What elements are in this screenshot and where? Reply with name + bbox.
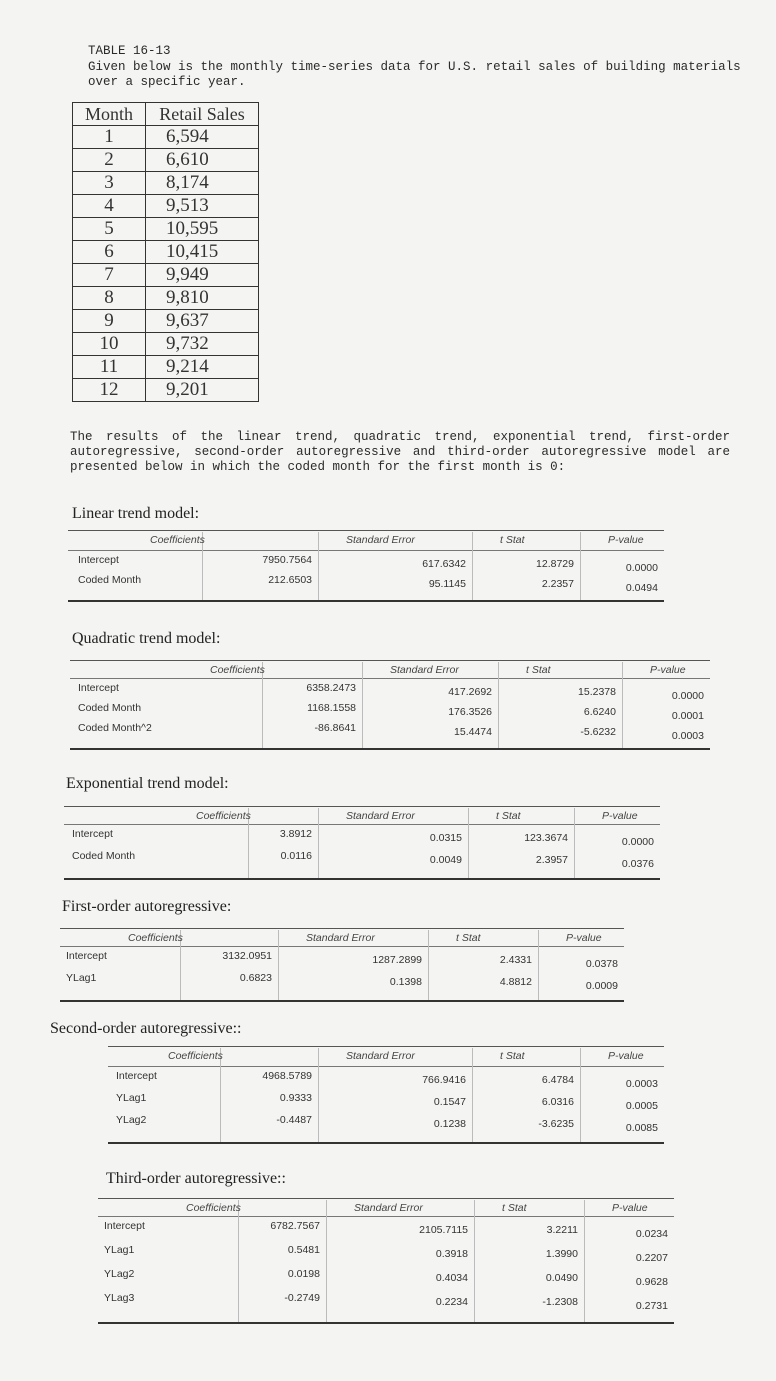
value-cell: 0.6823: [239, 972, 272, 984]
value-cell: 6.4784: [541, 1074, 574, 1086]
column-header: Standard Error: [306, 932, 375, 944]
month-cell: 5: [73, 218, 146, 241]
column-divider: [584, 1200, 585, 1322]
column-divider: [574, 808, 575, 878]
column-header: Standard Error: [346, 810, 415, 822]
sales-row: [73, 356, 259, 379]
table-title: TABLE 16-13: [88, 44, 171, 58]
second-order-ar-model-title: Second-order autoregressive::: [50, 1020, 242, 1037]
value-cell: 6358.2473: [306, 682, 356, 694]
value-cell: -5.6232: [580, 726, 616, 738]
table-top-rule: [64, 806, 660, 807]
linear-regression-table: [68, 530, 664, 602]
sales-row: [73, 287, 259, 310]
linear-model-title: Linear trend model:: [72, 505, 200, 522]
table-top-rule: [68, 530, 664, 531]
value-cell: -3.6235: [538, 1118, 574, 1130]
table-bottom-rule: [108, 1142, 664, 1144]
value-cell: 2.4331: [499, 954, 532, 966]
value-cell: 0.0494: [625, 582, 658, 594]
value-cell: 617.6342: [422, 558, 466, 570]
column-header: Standard Error: [354, 1202, 423, 1214]
column-header: Coefficients: [168, 1050, 223, 1062]
row-label: Intercept: [78, 554, 119, 566]
month-cell: 1: [73, 126, 146, 149]
column-divider: [318, 532, 319, 600]
value-cell: 0.0198: [287, 1268, 320, 1280]
value-cell: 0.3918: [435, 1248, 468, 1260]
column-divider: [318, 808, 319, 878]
column-header: t Stat: [496, 810, 521, 822]
value-cell: 0.0000: [671, 690, 704, 702]
value-cell: 15.2378: [578, 686, 616, 698]
sales-value-cell: 9,810: [146, 287, 259, 310]
value-cell: 0.0376: [621, 858, 654, 870]
table-bottom-rule: [64, 878, 660, 880]
value-cell: 95.1145: [428, 578, 466, 590]
sales-value-cell: 9,214: [146, 356, 259, 379]
sales-row: [73, 172, 259, 195]
value-cell: 123.3674: [524, 832, 568, 844]
column-header: Coefficients: [128, 932, 183, 944]
column-divider: [468, 808, 469, 878]
quadratic-regression-table: [70, 660, 710, 750]
column-divider: [238, 1200, 239, 1322]
value-cell: 766.9416: [422, 1074, 466, 1086]
value-cell: 0.0490: [545, 1272, 578, 1284]
row-label: Intercept: [116, 1070, 157, 1082]
value-cell: 176.3526: [448, 706, 492, 718]
value-cell: 0.0009: [585, 980, 618, 992]
value-cell: 0.2234: [435, 1296, 468, 1308]
column-divider: [538, 930, 539, 1000]
value-cell: 0.4034: [435, 1272, 468, 1284]
month-cell: 2: [73, 149, 146, 172]
table-bottom-rule: [98, 1322, 674, 1324]
second-order-ar-regression-table: [108, 1046, 664, 1144]
sales-row: [73, 149, 259, 172]
value-cell: 0.9333: [279, 1092, 312, 1104]
sales-value-cell: 9,637: [146, 310, 259, 333]
column-divider: [362, 662, 363, 748]
column-divider: [472, 1048, 473, 1142]
table-top-rule: [60, 928, 624, 929]
value-cell: 2.3957: [535, 854, 568, 866]
value-cell: 6.6240: [583, 706, 616, 718]
value-cell: 0.0085: [625, 1122, 658, 1134]
column-divider: [318, 1048, 319, 1142]
value-cell: 0.1238: [433, 1118, 466, 1130]
table-bottom-rule: [60, 1000, 624, 1002]
value-cell: 0.0116: [280, 850, 312, 862]
row-label: Intercept: [104, 1220, 145, 1232]
column-divider: [278, 930, 279, 1000]
month-cell: 12: [73, 379, 146, 402]
value-cell: 2105.7115: [419, 1224, 468, 1236]
value-cell: -86.8641: [314, 722, 356, 734]
value-cell: 0.0000: [621, 836, 654, 848]
table-top-rule: [98, 1198, 674, 1199]
sales-value-cell: 9,513: [146, 195, 259, 218]
sales-row: [73, 264, 259, 287]
column-header: t Stat: [502, 1202, 527, 1214]
sales-row: [73, 126, 259, 149]
column-header: P-value: [602, 810, 638, 822]
value-cell: 12.8729: [536, 558, 574, 570]
sales-value-cell: 8,174: [146, 172, 259, 195]
value-cell: -0.2749: [284, 1292, 320, 1304]
value-cell: 0.2731: [635, 1300, 668, 1312]
month-header: Month: [73, 103, 146, 126]
value-cell: -1.2308: [542, 1296, 578, 1308]
column-header: t Stat: [526, 664, 551, 676]
sales-value-cell: 9,201: [146, 379, 259, 402]
table-bottom-rule: [70, 748, 710, 750]
sales-value-cell: 6,594: [146, 126, 259, 149]
value-cell: 3132.0951: [222, 950, 272, 962]
column-header: Standard Error: [346, 1050, 415, 1062]
row-label: YLag2: [116, 1114, 147, 1126]
column-header: Standard Error: [390, 664, 459, 676]
value-cell: 0.0003: [625, 1078, 658, 1090]
header-rule: [64, 824, 660, 825]
value-cell: 1168.1558: [307, 702, 356, 714]
column-divider: [326, 1200, 327, 1322]
month-cell: 10: [73, 333, 146, 356]
column-header: P-value: [566, 932, 602, 944]
retail-sales-table: [72, 102, 259, 402]
value-cell: 0.2207: [635, 1252, 668, 1264]
row-label: YLag1: [116, 1092, 147, 1104]
row-label: YLag1: [66, 972, 97, 984]
column-divider: [472, 532, 473, 600]
sales-value-cell: 9,949: [146, 264, 259, 287]
column-header: P-value: [608, 1050, 644, 1062]
results-text: The results of the linear trend, quadratic trend, exponential trend, first-order autoregressive, second-order autoregressive and third-order autoregressive model are presented below in which the coded month for the first month is 0:: [70, 430, 730, 474]
value-cell: 0.0378: [585, 958, 618, 970]
value-cell: 7950.7564: [262, 554, 312, 566]
column-divider: [220, 1048, 221, 1142]
value-cell: 4.8812: [499, 976, 532, 988]
value-cell: 417.2692: [448, 686, 492, 698]
row-label: YLag2: [104, 1268, 135, 1280]
value-cell: 15.4474: [454, 726, 492, 738]
value-cell: 0.0001: [671, 710, 704, 722]
month-cell: 3: [73, 172, 146, 195]
header-rule: [60, 946, 624, 947]
third-order-ar-regression-table: [98, 1198, 674, 1324]
value-cell: 3.2211: [546, 1224, 578, 1236]
column-header: Standard Error: [346, 534, 415, 546]
quadratic-model-title: Quadratic trend model:: [72, 630, 221, 647]
sales-row: [73, 218, 259, 241]
column-divider: [474, 1200, 475, 1322]
value-cell: 0.0049: [429, 854, 462, 866]
month-cell: 11: [73, 356, 146, 379]
value-cell: 0.0315: [429, 832, 462, 844]
table-bottom-rule: [68, 600, 664, 602]
column-header: P-value: [650, 664, 686, 676]
column-header: Coefficients: [196, 810, 251, 822]
column-header: t Stat: [456, 932, 481, 944]
row-label: Coded Month: [78, 574, 142, 586]
sales-row: [73, 195, 259, 218]
value-cell: 212.6503: [268, 574, 312, 586]
column-header: Coefficients: [210, 664, 265, 676]
value-cell: -0.4487: [276, 1114, 312, 1126]
row-label: Intercept: [78, 682, 119, 694]
value-cell: 0.9628: [635, 1276, 668, 1288]
sales-row: [73, 241, 259, 264]
sales-value-cell: 6,610: [146, 149, 259, 172]
column-divider: [428, 930, 429, 1000]
row-label: Intercept: [66, 950, 107, 962]
exponential-model-title: Exponential trend model:: [66, 775, 229, 792]
value-cell: 6.0316: [541, 1096, 574, 1108]
row-label: Coded Month: [72, 850, 136, 862]
value-cell: 0.0005: [625, 1100, 658, 1112]
row-label: Coded Month^2: [78, 722, 152, 734]
month-cell: 4: [73, 195, 146, 218]
value-cell: 0.1398: [389, 976, 422, 988]
month-cell: 6: [73, 241, 146, 264]
month-cell: 7: [73, 264, 146, 287]
column-header: Coefficients: [150, 534, 205, 546]
first-order-ar-model-title: First-order autoregressive:: [62, 898, 232, 915]
value-cell: 0.5481: [287, 1244, 320, 1256]
column-header: Coefficients: [186, 1202, 241, 1214]
table-top-rule: [108, 1046, 664, 1047]
sales-row: [73, 379, 259, 402]
column-divider: [580, 1048, 581, 1142]
column-header: P-value: [608, 534, 644, 546]
header-rule: [68, 550, 664, 551]
value-cell: 1.3990: [545, 1248, 578, 1260]
table-top-rule: [70, 660, 710, 661]
header-rule: [98, 1216, 674, 1217]
row-label: YLag3: [104, 1292, 135, 1304]
column-divider: [498, 662, 499, 748]
exponential-regression-table: [64, 806, 660, 880]
sales-value-cell: 10,595: [146, 218, 259, 241]
retail-sales-header: Retail Sales: [146, 103, 259, 126]
sales-value-cell: 10,415: [146, 241, 259, 264]
value-cell: 0.0234: [635, 1228, 668, 1240]
value-cell: 0.0000: [625, 562, 658, 574]
column-divider: [622, 662, 623, 748]
intro-text: Given below is the monthly time-series data for U.S. retail sales of building materials over a specific year.: [88, 60, 741, 89]
sales-value-cell: 9,732: [146, 333, 259, 356]
month-cell: 8: [73, 287, 146, 310]
sales-row: [73, 310, 259, 333]
third-order-ar-model-title: Third-order autoregressive::: [106, 1170, 286, 1187]
value-cell: 2.2357: [541, 578, 574, 590]
column-header: t Stat: [500, 534, 525, 546]
row-label: Intercept: [72, 828, 113, 840]
value-cell: 4968.5789: [262, 1070, 312, 1082]
value-cell: 3.8912: [279, 828, 312, 840]
row-label: Coded Month: [78, 702, 142, 714]
header-rule: [70, 678, 710, 679]
month-cell: 9: [73, 310, 146, 333]
value-cell: 6782.7567: [270, 1220, 320, 1232]
column-header: P-value: [612, 1202, 648, 1214]
first-order-ar-regression-table: [60, 928, 624, 1002]
sales-header-row: [73, 103, 259, 126]
row-label: YLag1: [104, 1244, 135, 1256]
value-cell: 0.1547: [433, 1096, 466, 1108]
value-cell: 0.0003: [671, 730, 704, 742]
sales-row: [73, 333, 259, 356]
value-cell: 1287.2899: [372, 954, 422, 966]
column-header: t Stat: [500, 1050, 525, 1062]
column-divider: [580, 532, 581, 600]
